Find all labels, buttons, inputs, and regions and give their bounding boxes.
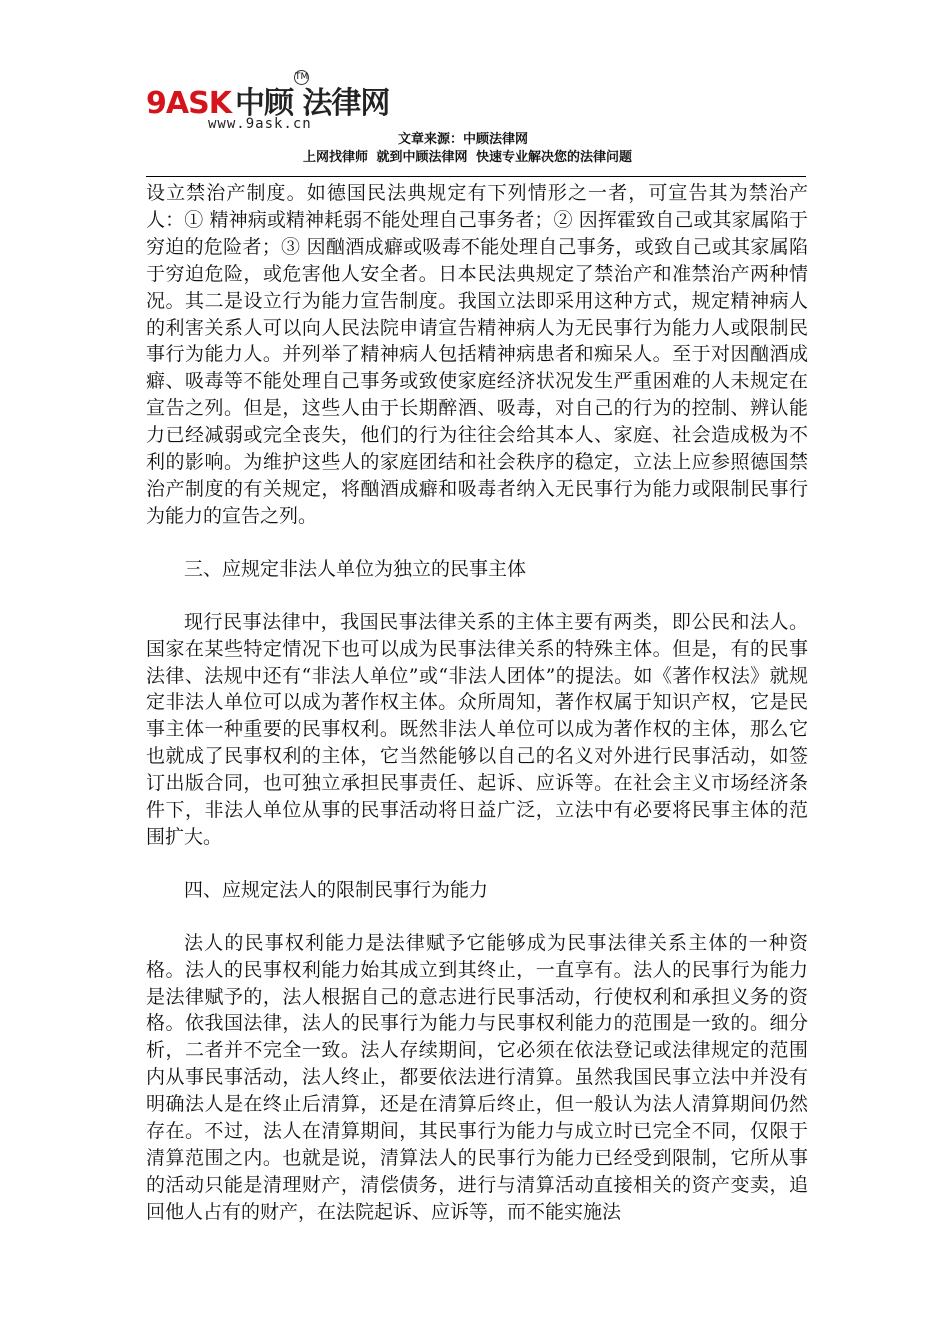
logo-brand-latin: 9ASK: [146, 86, 231, 121]
paragraph-continued: 设立禁治产制度。如德国民法典规定有下列情形之一者，可宣告其为禁治产人：① 精神病或精神耗弱不能处理自己事务者；② 因挥霍致自己或其家属陷于穷迫的危险者；③ 因酗酒成癖或吸毒不能处理自己事务，或致自己或其家属陷于穷迫危险，或危害他人安全者。日本民法典规定了禁治产和准禁治产两种情况。其二是设立行为能力宣告制度。我国立法即采用这种方式，规定精神病人的利害关系人可以向人民法院申请宣告精神病人为无民事行为能力人或限制民事行为能力人。并列举了精神病人包括精神病患者和痴呆人。至于对因酗酒成癖、吸毒等不能处理自己事务或致使家庭经济状况发生严重困难的人未规定在宣告之列。但是，这些人由于长期醉酒、吸毒，对自己的行为的控制、辨认能力已经减弱或完全丧失，他们的行为往往会给其本人、家庭、社会造成极为不利的影响。为维护这些人的家庭团结和社会秩序的稳定，立法上应参照德国禁治产制度的有关规定，将酗酒成癖和吸毒者纳入无民事行为能力或限制民事行为能力的宣告之列。: [146, 182, 808, 527]
site-logo[interactable]: [146, 72, 396, 138]
article-source: 文章来源：中顾法律网: [398, 132, 529, 147]
paragraph-legal-person-capacity: 法人的民事权利能力是法律赋予它能够成为民事法律关系主体的一种资格。法人的民事权利能力始其成立到其终止，一直享有。法人的民事行为能力是法律赋予的，法人根据自己的意志进行民事活动，行使权利和承担义务的资格。依我国法律，法人的民事行为能力与民事权利能力的范围是一致的。细分析，二者并不完全一致。法人存续期间，它必须在依法登记或法律规定的范围内从事民事活动，法人终止，都要依法进行清算。虽然我国民事立法中并没有明确法人是在终止后清算，还是在清算后终止，但一般认为法人清算期间仍然存在。不过，法人在清算期间，其民事行为能力与成立时已完全不同，仅限于清算范围之内。也就是说，清算法人的民事行为能力已经受到限制，它所从事的活动只能是清理财产，清偿债务，进行与清算活动直接相关的资产变卖，追回他人占有的财产，在法院起诉、应诉等，而不能实施法: [146, 931, 808, 1223]
header-slogan: 上网找律师 就到中顾法律网 快速专业解决您的法律问题: [303, 150, 633, 165]
logo-brand-chinese: 中顾 法律网: [234, 86, 390, 121]
paragraph-gap: [146, 583, 808, 609]
paragraph-gap: [146, 530, 808, 556]
section-heading-3: 三、应规定非法人单位为独立的民事主体: [184, 557, 527, 580]
paragraph-gap: [146, 904, 808, 930]
section-heading-4: 四、应规定法人的限制民事行为能力: [184, 878, 489, 901]
paragraph-gap: [146, 851, 808, 877]
trademark-icon: TM: [294, 70, 309, 85]
header-divider: [146, 176, 806, 177]
paragraph-non-legal-entity: 现行民事法律中，我国民事法律关系的主体主要有两类，即公民和法人。国家在某些特定情况下也可以成为民事法律关系的特殊主体。但是，有的民事法律、法规中还有“非法人单位”或“非法人团体”的提法。如《著作权法》就规定非法人单位可以成为著作权主体。众所周知，著作权属于知识产权，它是民事主体一种重要的民事权利。既然非法人单位可以成为著作权的主体，那么它也就成了民事权利的主体，它当然能够以自己的名义对外进行民事活动，如签订出版合同，也可独立承担民事责任、起诉、应诉等。在社会主义市场经济条件下，非法人单位从事的民事活动将日益广泛，立法中有必要将民事主体的范围扩大。: [146, 610, 808, 848]
article-body: [146, 180, 808, 1226]
logo-url: www.9ask.cn: [208, 116, 312, 132]
